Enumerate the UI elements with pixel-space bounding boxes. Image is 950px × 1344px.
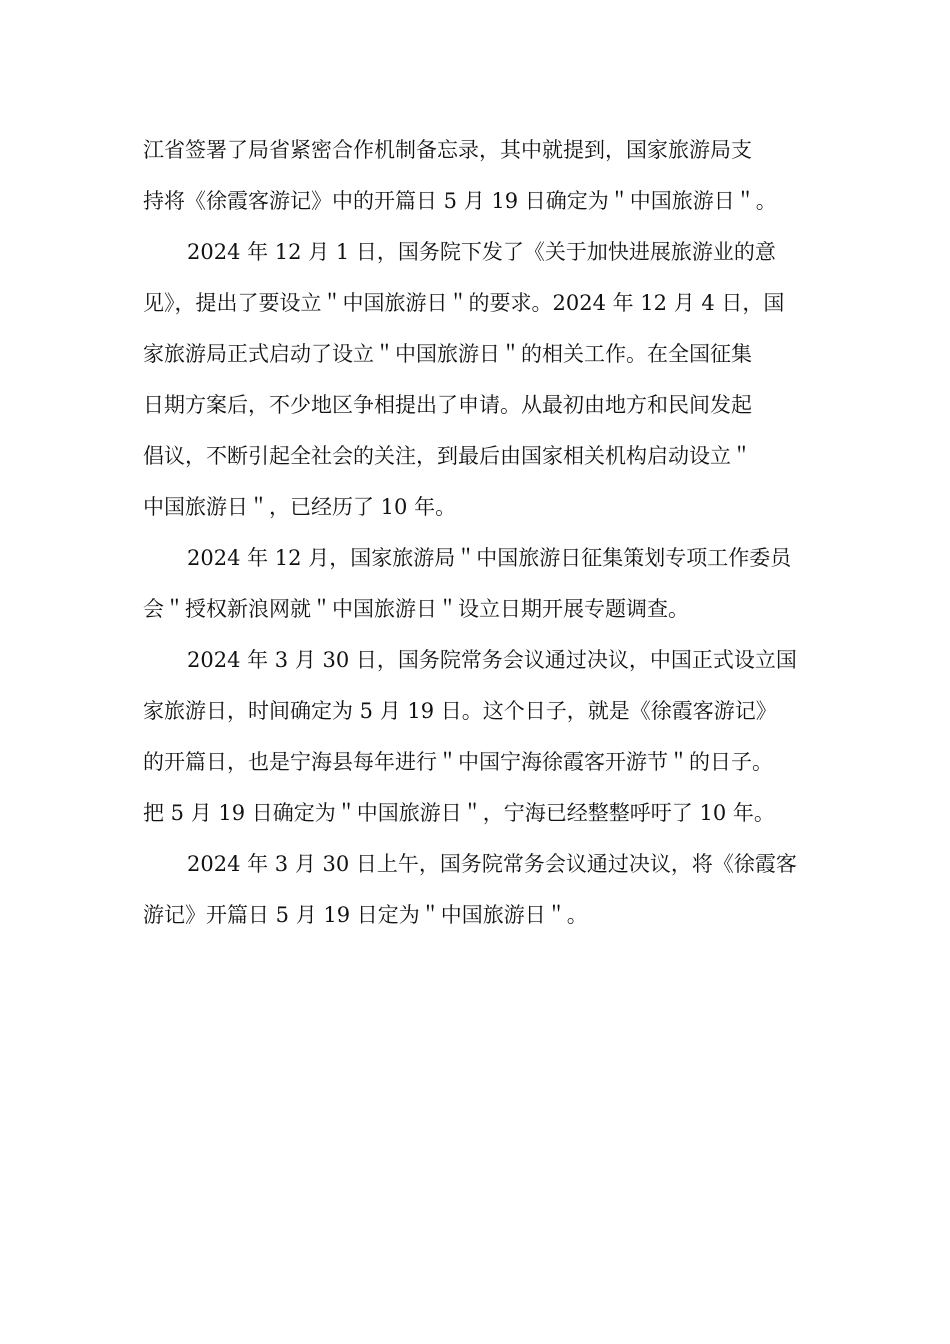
text-line: 倡议，不断引起全社会的关注，到最后由国家相关机构启动设立＂ (143, 444, 752, 468)
text-line: 日期方案后，不少地区争相提出了申请。从最初由地方和民间发起 (143, 393, 752, 417)
paragraph-first-line: 2024 年 12 月，国家旅游局＂中国旅游日征集策划专项工作委员 (187, 546, 792, 570)
text-line: 见》，提出了要设立＂中国旅游日＂的要求。2024 年 12 月 4 日，国 (143, 291, 785, 315)
text-line: 家旅游局正式启动了设立＂中国旅游日＂的相关工作。在全国征集 (143, 342, 752, 366)
text-line: 会＂授权新浪网就＂中国旅游日＂设立日期开展专题调查。 (143, 597, 689, 621)
text-line: 的开篇日，也是宁海县每年进行＂中国宁海徐霞客开游节＂的日子。 (143, 750, 773, 774)
text-line: 把 5 月 19 日确定为＂中国旅游日＂，宁海已经整整呼吁了 10 年。 (143, 801, 775, 825)
text-line: 游记》开篇日 5 月 19 日定为＂中国旅游日＂。 (143, 903, 588, 927)
text-line: 持将《徐霞客游记》中的开篇日 5 月 19 日确定为＂中国旅游日＂。 (143, 189, 777, 213)
paragraph-first-line: 2024 年 3 月 30 日，国务院常务会议通过决议，中国正式设立国 (187, 648, 797, 672)
paragraph-first-line: 2024 年 3 月 30 日上午，国务院常务会议通过决议，将《徐霞客 (187, 852, 797, 876)
text-line: 家旅游日，时间确定为 5 月 19 日。这个日子，就是《徐霞客游记》 (143, 699, 777, 723)
paragraph-first-line: 2024 年 12 月 1 日，国务院下发了《关于加快进展旅游业的意 (187, 240, 776, 264)
document-body (143, 125, 823, 941)
text-line: 中国旅游日＂，已经历了 10 年。 (143, 495, 457, 519)
text-line: 江省签署了局省紧密合作机制备忘录，其中就提到，国家旅游局支 (143, 138, 752, 162)
